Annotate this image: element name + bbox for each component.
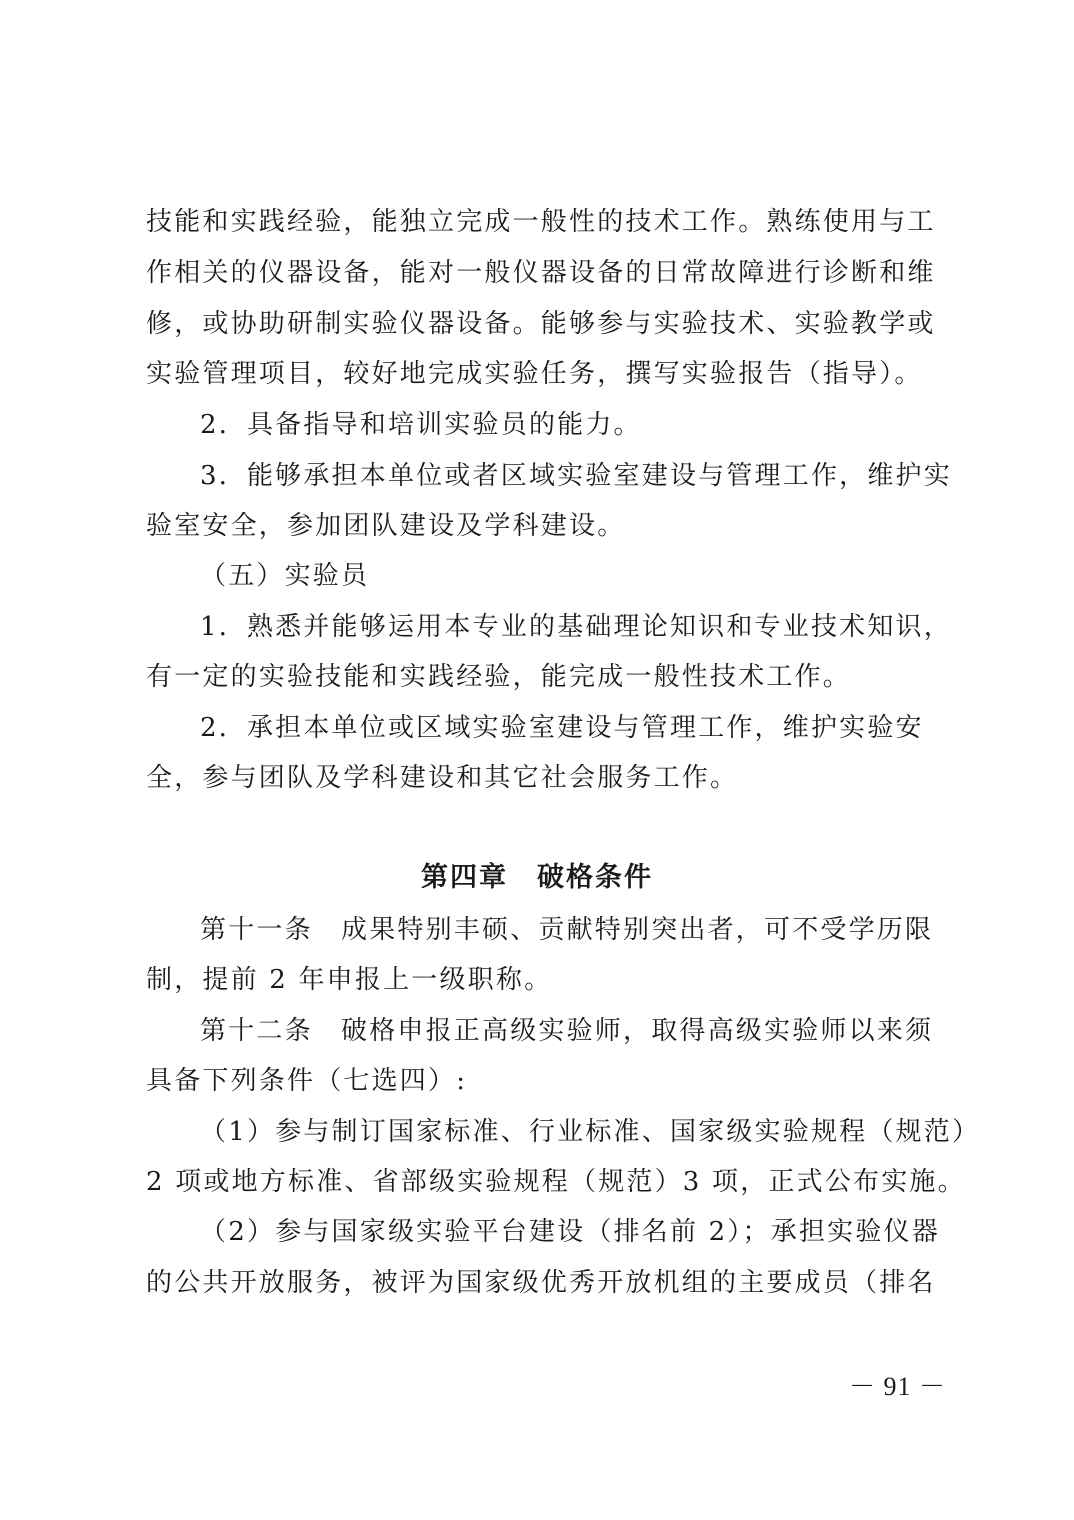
body-line: 修，或协助研制实验仪器设备。能够参与实验技术、实验教学或 (146, 309, 936, 339)
page-number: － 91 － (848, 1372, 946, 1401)
condition-line: 的公共开放服务，被评为国家级优秀开放机组的主要成员（排名 (146, 1268, 936, 1298)
body-line: 3．能够承担本单位或者区域实验室建设与管理工作，维护实 (200, 461, 952, 491)
body-line: 2．承担本单位或区域实验室建设与管理工作，维护实验安 (200, 713, 924, 743)
article-line: 第十二条 破格申报正高级实验师，取得高级实验师以来须 (200, 1016, 934, 1046)
body-line: 1．熟悉并能够运用本专业的基础理论知识和专业技术知识， (200, 612, 952, 642)
body-line: 全，参与团队及学科建设和其它社会服务工作。 (146, 763, 739, 793)
body-line: 验室安全，参加团队建设及学科建设。 (146, 511, 626, 541)
condition-line: 2 项或地方标准、省部级实验规程（规范）3 项，正式公布实施。 (146, 1167, 966, 1197)
condition-line: （2）参与国家级实验平台建设（排名前 2）；承担实验仪器 (200, 1217, 940, 1247)
article-line: 制，提前 2 年申报上一级职称。 (146, 965, 553, 995)
body-line: 作相关的仪器设备，能对一般仪器设备的日常故障进行诊断和维 (146, 258, 936, 288)
section-title: （五）实验员 (200, 561, 370, 591)
chapter-heading: 第四章 破格条件 (421, 862, 653, 893)
condition-line: （1）参与制订国家标准、行业标准、国家级实验规程（规范） (200, 1117, 981, 1147)
article-line: 第十一条 成果特别丰硕、贡献特别突出者，可不受学历限 (200, 915, 934, 945)
article-line: 具备下列条件（七选四）: (146, 1066, 468, 1096)
body-line: 实验管理项目，较好地完成实验任务，撰写实验报告（指导）。 (146, 359, 923, 389)
body-line: 技能和实践经验，能独立完成一般性的技术工作。熟练使用与工 (146, 207, 936, 237)
body-line: 2．具备指导和培训实验员的能力。 (200, 410, 642, 440)
body-line: 有一定的实验技能和实践经验，能完成一般性技术工作。 (146, 662, 852, 692)
